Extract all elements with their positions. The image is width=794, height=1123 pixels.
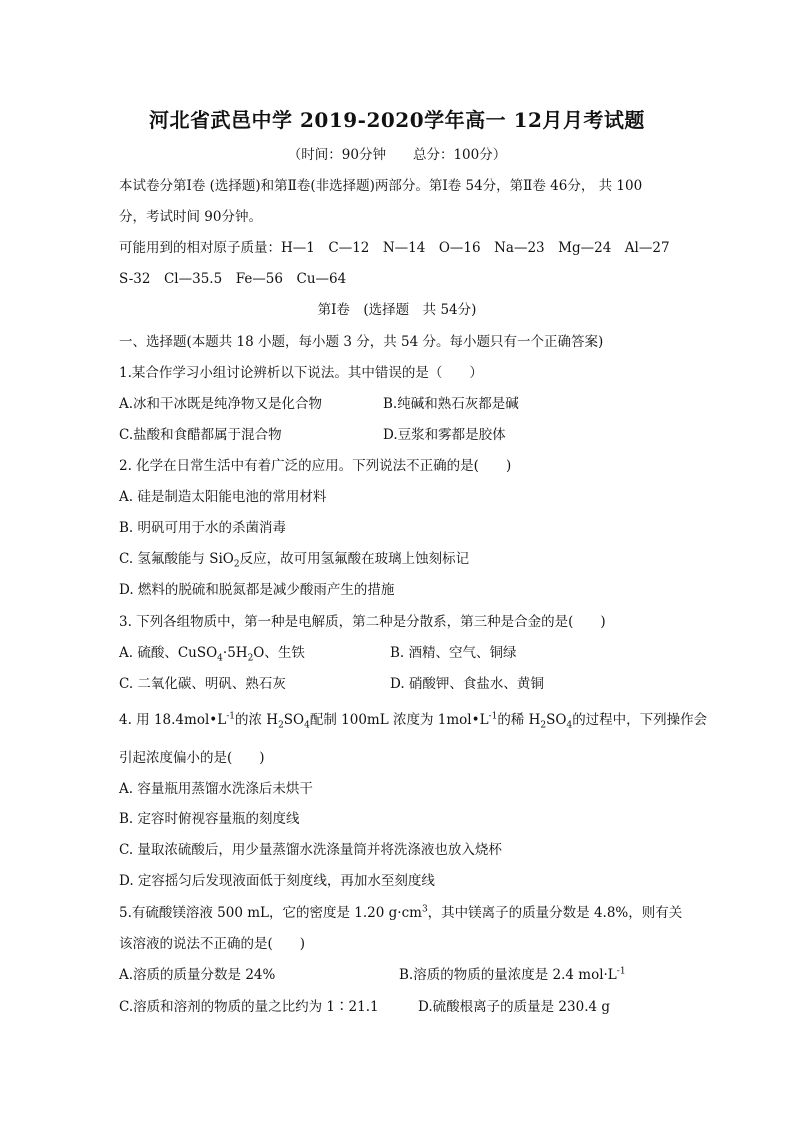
q4-option-b: B. 定容时俯视容量瓶的刻度线 — [119, 811, 300, 827]
q4-stem-continued: 引起浓度偏小的是( ) — [119, 750, 265, 766]
q1-option-c: C.盐酸和食醋都属于混合物 — [119, 427, 282, 443]
section-heading: 第Ⅰ卷 (选择题 共 54分) — [317, 302, 477, 318]
q5-stem-continued: 该溶液的说法不正确的是( ) — [119, 936, 306, 952]
q1-option-b: B.纯碱和熟石灰都是碱 — [383, 396, 519, 412]
q1-option-a: A.冰和干冰既是纯净物又是化合物 — [119, 396, 323, 412]
q5-option-a: A.溶质的质量分数是 24% — [119, 967, 276, 983]
q3-option-a: A. 硫酸、$CuSO_4\cdot 5H_2O$、生铁 — [119, 645, 305, 664]
q3-option-b: B. 酒精、空气、铜绿 — [390, 645, 517, 661]
q5-option-c: C.溶质和溶剂的物质的量之比约为 1∶21.1 — [119, 999, 379, 1015]
q3-option-d: D. 硝酸钾、食盐水、黄铜 — [390, 676, 544, 692]
atomic-mass-line-2: S-32 Cl—35.5 Fe—56 Cu—64 — [119, 271, 347, 287]
exam-subtitle: （时间：90分钟 总分：100分） — [287, 147, 507, 163]
exam-title: 河北省武邑中学 2019-2020学年高一 12月月考试题 — [149, 108, 645, 132]
q4-option-c: C. 量取浓硫酸后，用少量蒸馏水洗涤量筒并将洗涤液也放入烧杯 — [119, 842, 502, 858]
atomic-mass-line-1: 可能用到的相对原子质量：H—1 C—12 N—14 O—16 Na—23 Mg—24 Al—27 — [119, 240, 670, 256]
q2-option-a: A. 硅是制造太阳能电池的常用材料 — [119, 489, 327, 505]
q5-stem: 5.有硫酸镁溶液 500 mL，它的密度是 1.20 $g\cdot cm^3$，其中镁离子的质量分数是 4.8%，则有关 — [119, 904, 683, 921]
q5-option-b: B.溶质的物质的量浓度是 2.4 $mol\cdot L^{-1}$ — [399, 966, 626, 983]
q4-option-a: A. 容量瓶用蒸馏水洗涤后未烘干 — [119, 781, 313, 797]
q1-option-d: D.豆浆和雾都是胶体 — [383, 427, 506, 443]
q4-option-d: D. 定容摇匀后发现液面低于刻度线，再加水至刻度线 — [119, 873, 435, 889]
q2-option-d: D. 燃料的脱硫和脱氮都是减少酸雨产生的措施 — [119, 582, 395, 598]
intro-line-2: 分，考试时间 90分钟。 — [119, 209, 262, 225]
q2-stem: 2. 化学在日常生活中有着广泛的应用。下列说法不正确的是( ) — [119, 458, 512, 474]
intro-line-1: 本试卷分第Ⅰ卷 (选择题)和第Ⅱ卷(非选择题)两部分。第Ⅰ卷 54分，第Ⅱ卷 46分， 共 100 — [119, 178, 643, 194]
q2-option-b: B. 明矾可用于水的杀菌消毒 — [119, 520, 287, 536]
q4-stem: 4. 用 $18.4mol•L^{-1}$的浓 $H_2SO_4$配制 100mL 浓度为 $1mol•L^{-1}$的稀 $H_2SO_4$的过程中，下列操作会 — [119, 711, 708, 731]
part-heading: 一、选择题(本题共 18 小题，每小题 3 分，共 54 分。每小题只有一个正确答案) — [119, 334, 604, 350]
q3-stem: 3. 下列各组物质中，第一种是电解质，第二种是分散系，第三种是合金的是( ) — [119, 614, 606, 630]
q5-option-d: D.硫酸根离子的质量是 230.4 g — [418, 999, 611, 1015]
q1-stem: 1.某合作学习小组讨论辨析以下说法。其中错误的是（ ） — [119, 365, 483, 381]
q2-option-c: C. 氢氟酸能与 SiO$_2$反应，故可用氢氟酸在玻璃上蚀刻标记 — [119, 551, 470, 570]
q3-option-c: C. 二氧化碳、明矾、熟石灰 — [119, 676, 286, 692]
